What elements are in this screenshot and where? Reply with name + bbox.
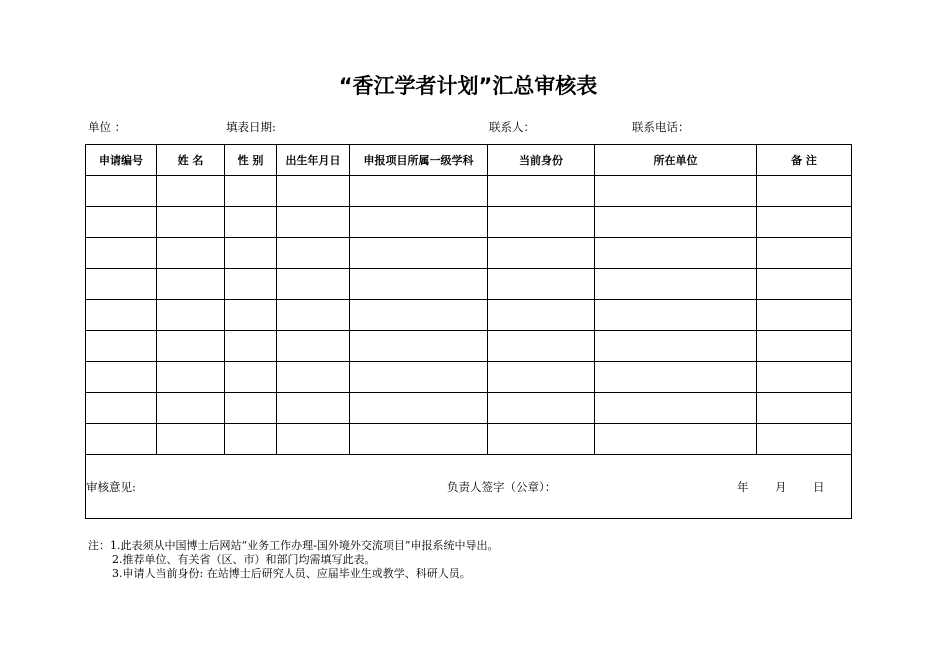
table-row	[86, 300, 852, 331]
notes-prefix: 注：	[88, 539, 110, 552]
table-cell[interactable]	[225, 362, 277, 393]
table-cell[interactable]	[277, 424, 350, 455]
contact-phone-label: 联系电话：	[632, 120, 690, 134]
table-row	[86, 269, 852, 300]
table-row	[86, 331, 852, 362]
table-cell[interactable]	[157, 424, 225, 455]
table-cell[interactable]	[488, 393, 595, 424]
table-cell[interactable]	[277, 207, 350, 238]
table-cell[interactable]	[157, 269, 225, 300]
table-cell[interactable]	[225, 238, 277, 269]
table-cell[interactable]	[225, 424, 277, 455]
page-title: “香江学者计划”汇总审核表	[338, 74, 598, 98]
table-cell[interactable]	[350, 362, 488, 393]
header-name: 姓 名	[157, 145, 225, 176]
table-cell[interactable]	[757, 393, 852, 424]
table-cell[interactable]	[86, 176, 157, 207]
review-opinion-cell[interactable]	[86, 455, 852, 519]
note-text: 3.申请人当前身份: 在站博士后研究人员、应届毕业生或教学、科研人员。	[112, 567, 471, 580]
table-row	[86, 176, 852, 207]
contact-person-label: 联系人：	[489, 120, 535, 134]
table-cell[interactable]	[350, 238, 488, 269]
note-item	[88, 539, 498, 553]
table-cell[interactable]	[595, 207, 757, 238]
header-gender: 性 别	[225, 145, 277, 176]
header-current-status: 当前身份	[488, 145, 595, 176]
table-cell[interactable]	[157, 331, 225, 362]
table-cell[interactable]	[350, 176, 488, 207]
table-row	[86, 238, 852, 269]
table-cell[interactable]	[225, 393, 277, 424]
table-cell[interactable]	[157, 300, 225, 331]
table-cell[interactable]	[277, 362, 350, 393]
table-cell[interactable]	[757, 176, 852, 207]
table-row	[86, 207, 852, 238]
table-cell[interactable]	[225, 269, 277, 300]
table-cell[interactable]	[86, 362, 157, 393]
note-item	[88, 553, 498, 567]
header-discipline: 申报项目所属一级学科	[350, 145, 488, 176]
table-cell[interactable]	[157, 362, 225, 393]
table-cell[interactable]	[225, 331, 277, 362]
day-label: 日	[813, 480, 825, 494]
table-cell[interactable]	[277, 331, 350, 362]
month-label: 月	[775, 480, 787, 494]
table-cell[interactable]	[595, 269, 757, 300]
note-text: 1.此表须从中国博士后网站“业务工作办理-国外境外交流项目”申报系统中导出。	[110, 539, 499, 552]
table-cell[interactable]	[277, 176, 350, 207]
table-cell[interactable]	[595, 238, 757, 269]
header-institution: 所在单位	[595, 145, 757, 176]
header-remarks: 备 注	[757, 145, 852, 176]
table-cell[interactable]	[595, 362, 757, 393]
table-cell[interactable]	[757, 269, 852, 300]
table-cell[interactable]	[225, 176, 277, 207]
table-cell[interactable]	[277, 393, 350, 424]
table-cell[interactable]	[86, 331, 157, 362]
table-header-row	[86, 145, 852, 176]
table-cell[interactable]	[86, 238, 157, 269]
table-row	[86, 424, 852, 455]
table-cell[interactable]	[350, 300, 488, 331]
note-item	[88, 567, 498, 581]
signature-label: 负责人签字（公章）：	[447, 480, 557, 494]
table-cell[interactable]	[757, 207, 852, 238]
header-birth-date: 出生年月日	[277, 145, 350, 176]
table-cell[interactable]	[225, 207, 277, 238]
table-cell[interactable]	[277, 269, 350, 300]
table-row	[86, 362, 852, 393]
table-cell[interactable]	[86, 424, 157, 455]
table-cell[interactable]	[595, 424, 757, 455]
table-cell[interactable]	[488, 269, 595, 300]
table-cell[interactable]	[757, 331, 852, 362]
table-cell[interactable]	[350, 393, 488, 424]
table-cell[interactable]	[757, 300, 852, 331]
table-cell[interactable]	[157, 393, 225, 424]
table-cell[interactable]	[595, 176, 757, 207]
table-row	[86, 393, 852, 424]
table-cell[interactable]	[350, 269, 488, 300]
table-cell[interactable]	[277, 238, 350, 269]
summary-table	[85, 144, 852, 519]
table-cell[interactable]	[595, 331, 757, 362]
table-cell[interactable]	[350, 331, 488, 362]
header-application-number: 申请编号	[86, 145, 157, 176]
table-cell[interactable]	[757, 424, 852, 455]
table-cell[interactable]	[157, 176, 225, 207]
table-cell[interactable]	[277, 300, 350, 331]
table-cell[interactable]	[757, 362, 852, 393]
unit-label: 单位 ：	[88, 120, 127, 134]
table-cell[interactable]	[225, 300, 277, 331]
table-cell[interactable]	[488, 300, 595, 331]
table-cell[interactable]	[595, 300, 757, 331]
table-cell[interactable]	[488, 207, 595, 238]
table-cell[interactable]	[350, 207, 488, 238]
table-cell[interactable]	[488, 176, 595, 207]
table-cell[interactable]	[86, 269, 157, 300]
table-cell[interactable]	[488, 331, 595, 362]
table-cell[interactable]	[488, 238, 595, 269]
notes-section	[88, 539, 498, 581]
table-cell[interactable]	[595, 393, 757, 424]
table-cell[interactable]	[350, 424, 488, 455]
table-cell[interactable]	[86, 207, 157, 238]
table-cell[interactable]	[757, 238, 852, 269]
table-cell[interactable]	[488, 424, 595, 455]
table-cell[interactable]	[488, 362, 595, 393]
table-cell[interactable]	[157, 207, 225, 238]
table-cell[interactable]	[86, 300, 157, 331]
review-opinion-label: 审核意见:	[86, 480, 136, 494]
year-label: 年	[737, 480, 749, 494]
note-text: 2.推荐单位、有关省（区、市）和部门均需填写此表。	[112, 553, 376, 566]
fill-date-label: 填表日期:	[226, 120, 276, 134]
table-cell[interactable]	[86, 393, 157, 424]
review-opinion-row	[86, 455, 852, 519]
table-cell[interactable]	[157, 238, 225, 269]
